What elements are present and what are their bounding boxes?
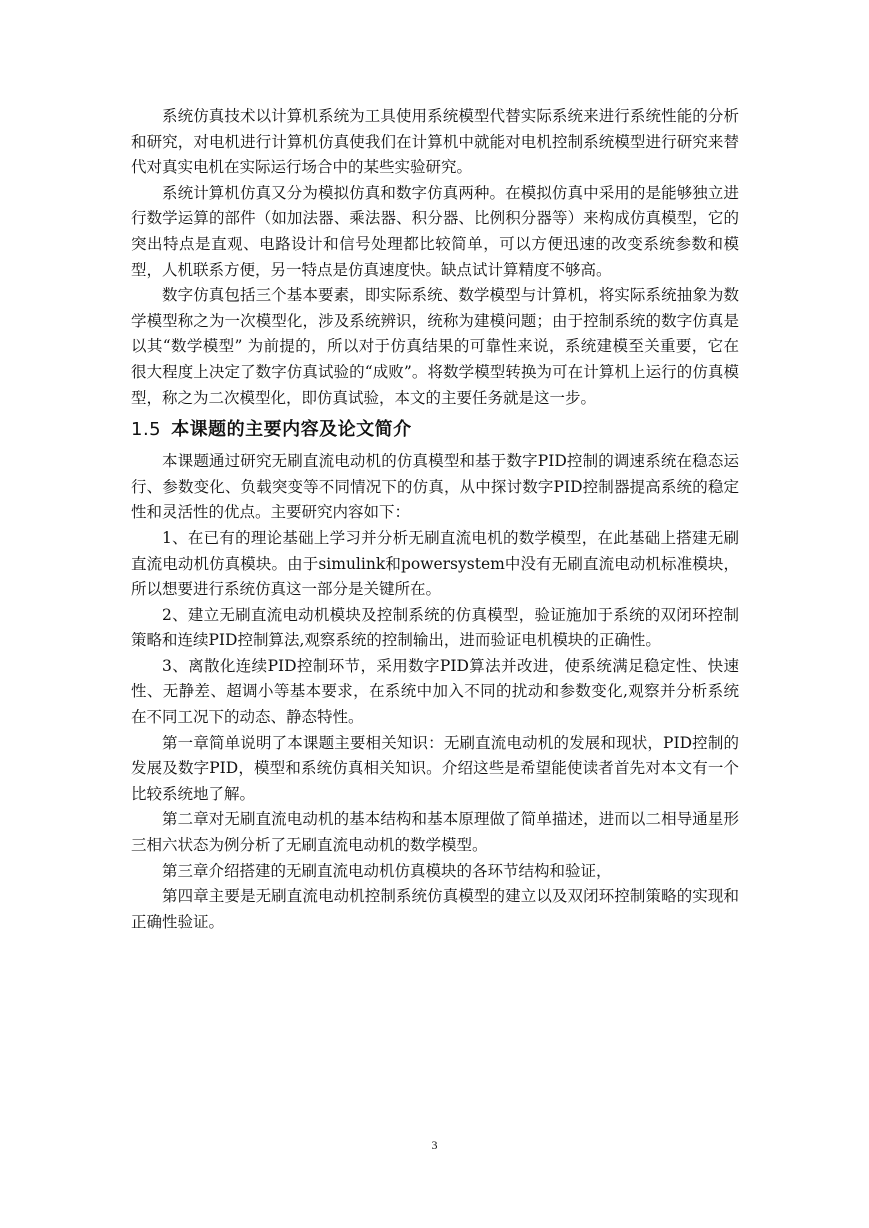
- paragraph-content-item-1: 1、在已有的理论基础上学习并分析无刷直流电机的数学模型，在此基础上搭建无刷直流电动机仿真模块。由于simulink和powersystem中没有无刷直流电动机标准模块，所以想要进行系统仿真这一部分是关键所在。: [131, 528, 739, 599]
- paragraph-content-item-2: 2、建立无刷直流电动机模块及控制系统的仿真模型，验证施加于系统的双闭环控制策略和连续PID控制算法,观察系统的控制输出，进而验证电机模块的正确性。: [131, 605, 739, 650]
- paragraph-analog-digital: 系统计算机仿真又分为模拟仿真和数字仿真两种。在模拟仿真中采用的是能够独立进行数学运算的部件（如加法器、乘法器、积分器、比例积分器等）来构成仿真模型，它的突出特点是直观、电路设计和信号处理都比较简单，可以方便迅速的改变系统参数和模型，人机联系方便，另一特点是仿真速度快。缺点试计算精度不够高。: [131, 183, 739, 279]
- paragraph-chapter-2: 第二章对无刷直流电动机的基本结构和基本原理做了简单描述，进而以二相导通星形三相六状态为例分析了无刷直流电动机的数学模型。: [131, 810, 739, 855]
- paragraph-content-item-3: 3、离散化连续PID控制环节，采用数字PID算法并改进，使系统满足稳定性、快速性、无静差、超调小等基本要求，在系统中加入不同的扰动和参数变化,观察并分析系统在不同工况下的动态、静态特性。: [131, 656, 739, 727]
- paragraph-digital-simulation: 数字仿真包括三个基本要素，即实际系统、数学模型与计算机，将实际系统抽象为数学模型称之为一次模型化，涉及系统辨识，统称为建模问题；由于控制系统的数字仿真是以其“数学模型” 为前提的，所以对于仿真结果的可靠性来说，系统建模至关重要，它在很大程度上决定了数字仿真试验的“成败”。将数学模型转换为可在计算机上运行的仿真模型，称之为二次模型化，即仿真试验，本文的主要任务就是这一步。: [131, 286, 739, 407]
- section-title: 本课题的主要内容及论文简介: [171, 419, 412, 441]
- page-number: 3: [431, 1138, 438, 1152]
- paragraph-simulation-intro: 系统仿真技术以计算机系统为工具使用系统模型代替实际系统来进行系统性能的分析和研究，对电机进行计算机仿真使我们在计算机中就能对电机控制系统模型进行研究来替代对真实电机在实际运行场合中的某些实验研究。: [131, 107, 739, 177]
- section-heading: [131, 417, 739, 443]
- section-number: 1.5: [131, 419, 162, 441]
- paragraph-chapter-4: 第四章主要是无刷直流电动机控制系统仿真模型的建立以及双闭环控制策略的实现和正确性验证。: [131, 887, 739, 931]
- page-body: [131, 104, 739, 935]
- paragraph-chapter-1: 第一章简单说明了本课题主要相关知识：无刷直流电动机的发展和现状，PID控制的发展及数字PID，模型和系统仿真相关知识。介绍这些是希望能使读者首先对本文有一个比较系统地了解。: [131, 733, 739, 803]
- paragraph-topic-overview: 本课题通过研究无刷直流电动机的仿真模型和基于数字PID控制的调速系统在稳态运行、参数变化、负载突变等不同情况下的仿真，从中探讨数字PID控制器提高系统的稳定性和灵活性的优点。主要研究内容如下：: [131, 452, 739, 522]
- paragraph-chapter-3: 第三章介绍搭建的无刷直流电动机仿真模块的各环节结构和验证，: [162, 861, 612, 880]
